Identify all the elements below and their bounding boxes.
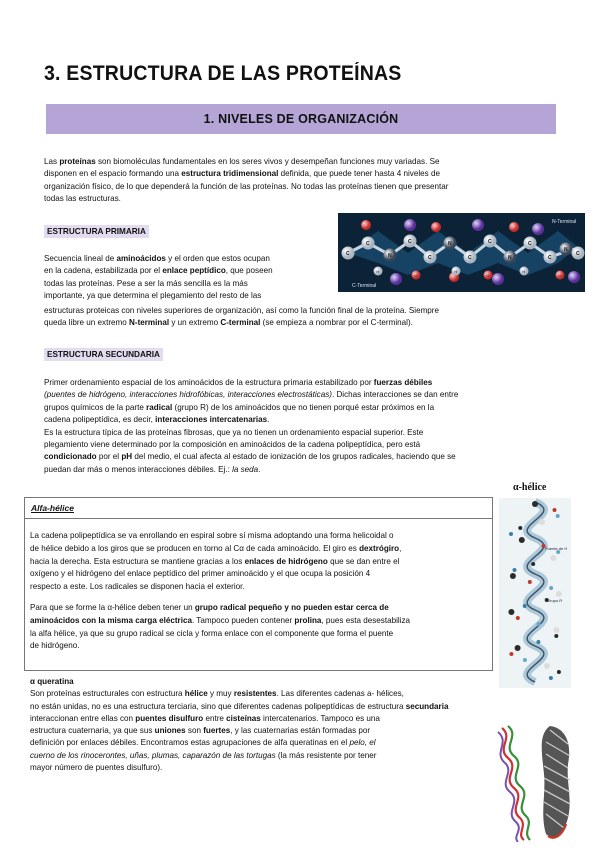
peptide-chain-svg	[338, 213, 585, 292]
keratin-image	[494, 724, 594, 842]
atom-oxygen	[431, 222, 441, 232]
chain-side-atom-label: O	[486, 272, 490, 278]
helix-atom	[509, 532, 513, 536]
label-estructura-primaria: ESTRUCTURA PRIMARIA	[44, 225, 149, 238]
n-terminal-label: N-Terminal	[552, 219, 577, 225]
atom-residue	[492, 273, 504, 285]
alfa-paragraph: La cadena polipeptídica se va enrollando en espiral sobre sí misma adoptando una forma helicoidal o de hélice debido a los giros que se producen en torno al Cα de cada aminoácido. El giro es dextrógiro, hacia la derecha. Esta estructura se mantiene gracias a los enlaces de hidrógeno que se dan entre el oxígeno y el hidrógeno del enlace peptídico del primer aminoácido y el que ocupa la posición 4 respecto a este. Los radicales se disponen hacia el exterior. Para que se forme la α-hélice deben tener un grupo radical pequeño y no pueden estar cerca de aminoácidos con la misma carga eléctrica. Tampoco pueden contener prolina, pues esta desestabiliza la alfa hélice, ya que su grupo radical se cicla y forma enlace con el componente que forma el puente de hidrógeno.	[30, 531, 411, 651]
atom-residue	[568, 271, 580, 283]
helix-atom	[536, 640, 540, 644]
chain-atom-label: C	[528, 241, 532, 247]
chain-side-atom-label: O	[558, 272, 562, 278]
keratin-svg	[494, 724, 594, 842]
helix-atom	[554, 634, 558, 638]
helix-atom	[509, 652, 513, 656]
chain-atom-label: N	[564, 247, 568, 253]
helix-atom	[549, 586, 553, 590]
helix-atom	[556, 514, 560, 518]
chain-atom-label: C	[346, 251, 350, 257]
chain-atom-label: C	[548, 255, 552, 261]
helix-atom	[519, 537, 525, 543]
helix-atom	[510, 573, 516, 579]
alfa-helice-heading: Alfa-hélice	[31, 503, 74, 513]
chain-side-atom-label: H	[376, 268, 380, 274]
section-banner	[46, 104, 556, 134]
chain-atom-label: C	[428, 255, 432, 261]
helix-atom	[528, 580, 532, 584]
atom-residue	[390, 273, 402, 285]
chain-atom-label: C	[366, 241, 370, 247]
helix-atom	[553, 627, 559, 633]
helix-atom	[553, 508, 557, 512]
peptide-chain-image	[338, 213, 585, 292]
helix-atom	[513, 568, 517, 572]
helix-atom	[516, 616, 520, 620]
chain-atom-label: C	[468, 255, 472, 261]
queratina-paragraph: α queratina Son proteínas estructurales con estructura hélice y muy resistentes. Las diferentes cadenas a- hélices, no están unidas, no es una estructura terciaria, sino que diferentes cadenas polipeptídicas de estructura secundaria interaccionan entre ellas con puentes disulfuro entre cisteínas intercatenarios. Tampoco es una estructura cuaternaria, ya que sus uniones son fuertes, y las cuaternarias están formadas por definición por enlaces débiles. Encontramos estas agrupaciones de alfa queratinas en el pelo, el cuerno de los rinocerontes, uñas, plumas, caparazón de las tortugas (la más resistente por tener mayor número de puentes disulfuro).	[30, 677, 449, 773]
atom-residue	[404, 219, 416, 231]
helix-atom	[515, 645, 521, 651]
chain-atom-label: N	[388, 253, 392, 259]
helix-atom	[550, 555, 556, 561]
page-title: 3. ESTRUCTURA DE LAS PROTEÍNAS	[44, 62, 402, 85]
atom-oxygen	[361, 220, 371, 230]
helix-atom	[508, 609, 514, 615]
helix-atom	[557, 670, 561, 674]
grupo-r-label: Grupo R	[547, 598, 563, 603]
helix-atom	[539, 519, 545, 525]
helix-atom	[537, 622, 541, 626]
queratina-heading: α queratina	[30, 677, 74, 686]
helix-atom	[531, 562, 535, 566]
chain-side-atom-label: O	[414, 272, 418, 278]
helix-atom	[556, 591, 562, 597]
chain-atom-label: C	[408, 239, 412, 245]
chain-atom-label: C	[488, 239, 492, 245]
hydrogen-bond-label: Puente de H	[545, 546, 568, 551]
chain-side-atom-label: H	[454, 268, 458, 274]
chain-atom-label: N	[448, 241, 452, 247]
atom-residue	[532, 223, 544, 235]
atom-oxygen	[509, 222, 519, 232]
alpha-helix-svg	[495, 498, 573, 688]
c-terminal-label: C-Terminal	[352, 283, 377, 289]
alpha-helix-image	[495, 480, 573, 688]
primaria-paragraph-bottom: estructuras proteicas con niveles superiores de organización, así como la función final de la proteína. Siempre queda libre un extremo N-terminal y un extremo C-terminal (se empieza a nombrar por el C-terminal).	[44, 306, 440, 328]
helix-atom	[523, 604, 527, 608]
primaria-paragraph-top: Secuencia lineal de aminoácidos y el orden que estos ocupan en la cadena, estabilizada por el enlace peptídico, que poseen todas las proteínas. Pese a ser la más sencilla es la más importante, ya que determina el plegamiento del resto de las	[44, 254, 273, 301]
intro-paragraph: Las proteínas son biomoléculas fundamentales en los seres vivos y desempeñan funciones muy variadas. Se disponen en el espacio formando una estructura tridimensional definida, que puede tener hasta 4 niveles de organización físico, de lo que dependerá la función de las proteínas. No todas las proteínas tienen que presentar todas las estructuras.	[44, 157, 449, 204]
alpha-helix-title: α-hélice	[513, 482, 547, 493]
secundaria-paragraph: Primer ordenamiento espacial de los aminoácidos de la estructura primaria estabilizado por fuerzas débiles (puentes de hidrógeno, interacciones hidrofóbicas, interacciones electrostáticas). Dichas interacciones se dan entre grupos químicos de la parte radical (grupo R) de los aminoácidos que no tienen porqué estar próximos en la cadena polipeptídica, es decir, interacciones intercatenarias. Es la estructura típica de las proteínas fibrosas, que ya no tienen un ordenamiento espacial superior. Este plegamiento viene determinado por la composición en aminoácidos de la cadena polipeptídica, pero está condicionado por el pH del medio, el cual afecta al estado de ionización de los grupos radicales, haciendo que se puedan dar más o menos interacciones débiles. Ej.: la seda.	[44, 378, 459, 474]
label-estructura-secundaria: ESTRUCTURA SECUNDARIA	[44, 348, 163, 361]
alfa-helice-header	[25, 498, 492, 519]
keratin-strand-purple	[498, 732, 519, 842]
atom-residue	[472, 219, 484, 231]
helix-atom	[518, 526, 522, 530]
section-title: 1. NIVELES DE ORGANIZACIÓN	[203, 112, 399, 126]
helix-atom	[544, 663, 550, 669]
chain-atom-label: C	[576, 251, 580, 257]
chain-atom-label: N	[508, 255, 512, 261]
chain-side-atom-label: H	[522, 268, 526, 274]
helix-atom	[532, 501, 538, 507]
helix-atom	[523, 658, 527, 662]
